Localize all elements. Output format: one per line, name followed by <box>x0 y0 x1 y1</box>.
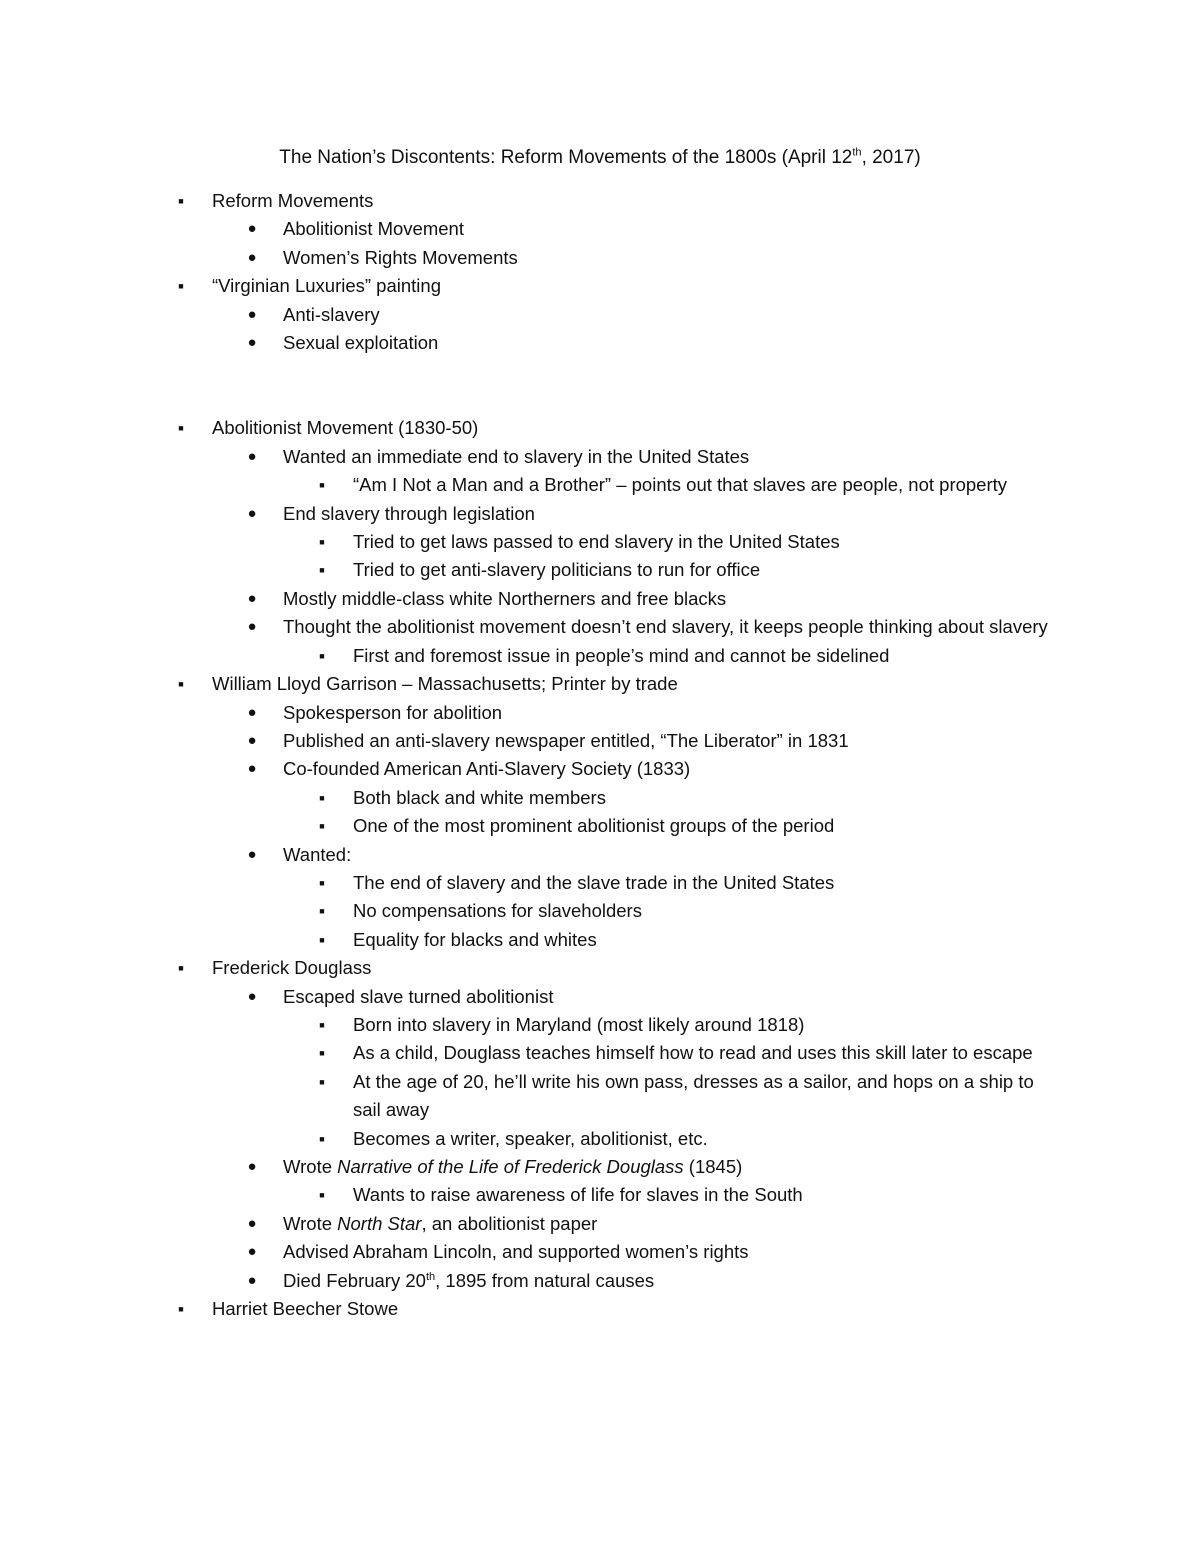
list-item <box>0 1125 1200 1153</box>
square-bullet-icon: ■ <box>178 679 184 690</box>
square-bullet-icon: ■ <box>319 1019 325 1030</box>
square-bullet-icon: ■ <box>319 1133 325 1144</box>
list-item <box>0 1153 1200 1181</box>
square-bullet-icon: ■ <box>178 281 184 292</box>
list-item <box>0 755 1200 783</box>
list-item <box>0 471 1200 499</box>
square-bullet-icon: ■ <box>319 906 325 917</box>
list-item <box>0 1295 1200 1323</box>
round-bullet-icon: ● <box>247 1158 257 1175</box>
list-item-text: Thought the abolitionist movement doesn’t end slavery, it keeps people thinking about slavery <box>283 616 1048 638</box>
list-item <box>0 670 1200 698</box>
list-item-text: Equality for blacks and whites <box>353 928 597 950</box>
round-bullet-icon: ● <box>247 1214 257 1232</box>
list-item-text: Wants to raise awareness of life for slaves in the South <box>353 1184 803 1206</box>
list-item <box>0 1238 1200 1266</box>
list-item <box>0 812 1200 840</box>
list-item-text: Abolitionist Movement (1830-50) <box>212 417 479 439</box>
title-superscript: th <box>852 146 862 159</box>
list-item-text <box>283 1153 1050 1181</box>
list-item-text: “Virginian Luxuries” painting <box>212 275 441 297</box>
list-item <box>0 869 1200 897</box>
list-item-text: At the age of 20, he’ll write his own pass, dresses as a sailor, and hops on a ship to sail away <box>353 1070 1034 1121</box>
round-bullet-icon: ● <box>247 305 257 323</box>
list-item-text: Wanted an immediate end to slavery in the United States <box>283 445 750 467</box>
blank-space <box>0 357 1200 414</box>
list-item <box>0 528 1200 556</box>
list-item-text: Mostly middle-class white Northerners and free blacks <box>283 587 727 609</box>
square-bullet-icon: ■ <box>319 792 325 803</box>
list-item-text: Both black and white members <box>353 786 606 808</box>
list-item-text: Co-founded American Anti-Slavery Society (1833) <box>283 758 691 780</box>
list-item-text: One of the most prominent abolitionist groups of the period <box>353 815 835 837</box>
round-bullet-icon: ● <box>247 504 257 522</box>
list-item-text: End slavery through legislation <box>283 502 535 524</box>
square-bullet-icon: ■ <box>319 821 325 832</box>
square-bullet-icon: ■ <box>178 1304 184 1315</box>
round-bullet-icon: ● <box>247 447 257 465</box>
round-bullet-icon: ● <box>247 987 257 1005</box>
list-item <box>0 244 1200 272</box>
list-item-text: William Lloyd Garrison – Massachusetts; Printer by trade <box>212 673 678 695</box>
list-item <box>0 642 1200 670</box>
list-item <box>0 954 1200 982</box>
list-item <box>0 613 1200 641</box>
text-run: , an abolitionist paper <box>421 1212 598 1234</box>
list-item-text: Born into slavery in Maryland (most likely around 1818) <box>353 1013 805 1035</box>
list-item <box>0 585 1200 613</box>
title-text: The Nation’s Discontents: Reform Movements of the 1800s (April 12 <box>279 147 853 168</box>
list-item-text: Abolitionist Movement <box>283 218 464 240</box>
square-bullet-icon: ■ <box>319 1076 325 1087</box>
list-item-text: Reform Movements <box>212 190 374 211</box>
round-bullet-icon: ● <box>247 760 257 778</box>
list-item-text: Escaped slave turned abolitionist <box>283 985 554 1007</box>
notes-outline <box>0 187 1200 1323</box>
square-bullet-icon: ■ <box>178 963 184 974</box>
list-item <box>0 983 1200 1011</box>
list-item-text: The end of slavery and the slave trade in the United States <box>353 871 835 893</box>
list-item-text <box>283 1210 1050 1238</box>
list-item-text: Women’s Rights Movements <box>283 246 518 268</box>
square-bullet-icon: ■ <box>319 934 325 945</box>
text-run: , 1895 from natural causes <box>435 1269 655 1291</box>
text-run: Wrote <box>283 1156 338 1177</box>
list-item <box>0 443 1200 471</box>
square-bullet-icon: ■ <box>319 480 325 491</box>
book-title: Narrative of the Life of Frederick Douglass <box>337 1156 684 1177</box>
round-bullet-icon: ● <box>247 334 257 352</box>
round-bullet-icon: ● <box>247 589 257 607</box>
list-item <box>0 500 1200 528</box>
list-item <box>0 1068 1200 1125</box>
list-item <box>0 329 1200 357</box>
list-item-text: Wanted: <box>283 843 352 865</box>
list-item-text: Advised Abraham Lincoln, and supported women’s rights <box>283 1241 749 1263</box>
list-item <box>0 556 1200 584</box>
list-item-text: First and foremost issue in people’s mind and cannot be sidelined <box>353 644 890 666</box>
list-item-text: Tried to get laws passed to end slavery in the United States <box>353 531 840 553</box>
round-bullet-icon: ● <box>247 220 257 238</box>
list-item-text: Anti-slavery <box>283 303 380 325</box>
square-bullet-icon: ■ <box>319 1048 325 1059</box>
list-item <box>0 301 1200 329</box>
round-bullet-icon: ● <box>247 1243 257 1261</box>
list-item <box>0 414 1200 442</box>
round-bullet-icon: ● <box>247 845 257 863</box>
list-item <box>0 926 1200 954</box>
square-bullet-icon: ■ <box>178 423 184 434</box>
text-run: (1845) <box>683 1156 743 1177</box>
list-item <box>0 272 1200 300</box>
list-item <box>0 1181 1200 1209</box>
page-title <box>0 144 1200 172</box>
list-item-text: Sexual exploitation <box>283 332 439 354</box>
round-bullet-icon: ● <box>247 618 257 636</box>
square-bullet-icon: ■ <box>319 565 325 576</box>
square-bullet-icon: ■ <box>319 537 325 548</box>
title-text-end: , 2017) <box>861 147 921 168</box>
list-item-text: Harriet Beecher Stowe <box>212 1298 399 1320</box>
list-item-text: Tried to get anti-slavery politicians to run for office <box>353 559 761 581</box>
list-item <box>0 187 1200 215</box>
list-item <box>0 784 1200 812</box>
square-bullet-icon: ■ <box>319 650 325 661</box>
list-item <box>0 727 1200 755</box>
square-bullet-icon: ■ <box>319 1190 325 1201</box>
round-bullet-icon: ● <box>247 703 257 721</box>
superscript: th <box>425 1270 436 1283</box>
list-item-text: Becomes a writer, speaker, abolitionist, etc. <box>353 1127 708 1149</box>
list-item-text: No compensations for slaveholders <box>353 900 642 922</box>
list-item-text: Spokesperson for abolition <box>283 701 503 723</box>
list-item <box>0 897 1200 925</box>
list-item <box>0 1210 1200 1238</box>
round-bullet-icon: ● <box>247 1271 257 1289</box>
round-bullet-icon: ● <box>247 731 257 749</box>
list-item <box>0 1267 1200 1295</box>
list-item-text: Frederick Douglass <box>212 957 372 979</box>
list-item <box>0 699 1200 727</box>
text-run: Wrote <box>283 1212 338 1234</box>
list-item <box>0 841 1200 869</box>
square-bullet-icon: ■ <box>319 877 325 888</box>
list-item-text: “Am I Not a Man and a Brother” – points out that slaves are people, not property <box>353 474 1008 496</box>
list-item-text: Published an anti-slavery newspaper entitled, “The Liberator” in 1831 <box>283 729 849 751</box>
paper-title: North Star <box>337 1212 422 1234</box>
list-item-text <box>283 1267 1050 1295</box>
square-bullet-icon: ■ <box>178 196 184 206</box>
list-item <box>0 215 1200 243</box>
list-item <box>0 1011 1200 1039</box>
round-bullet-icon: ● <box>247 248 257 266</box>
text-run: Died February 20 <box>283 1269 426 1291</box>
list-item <box>0 1039 1200 1067</box>
list-item-text: As a child, Douglass teaches himself how to read and uses this skill later to escape <box>353 1042 1033 1064</box>
